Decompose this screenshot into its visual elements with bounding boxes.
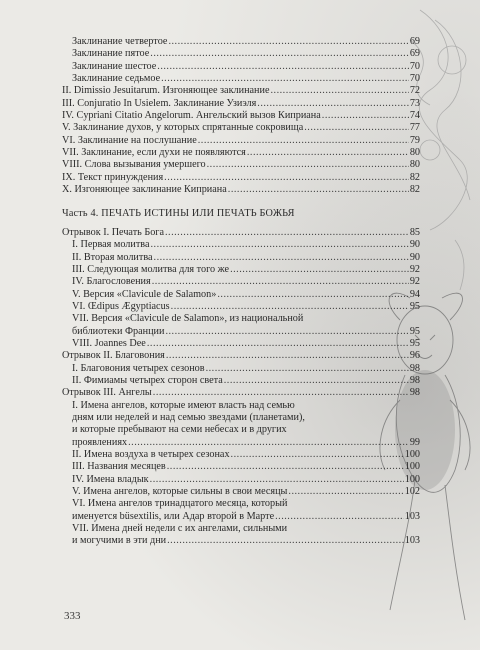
- toc-entry-title: VI. Имена ангелов тринадцатого месяца, который: [72, 498, 288, 510]
- toc-entry: [62, 313, 420, 325]
- toc-entry-page: 102: [404, 486, 420, 498]
- toc-entry-page: 99: [409, 436, 420, 448]
- toc-entry-title: Отрывок I. Печать Бога: [62, 226, 164, 238]
- table-of-contents: [62, 36, 420, 548]
- dot-leader: [165, 227, 409, 239]
- toc-entry: [62, 122, 420, 134]
- toc-entry-title: VII. Имена дней недели с их ангелами, сильными: [72, 523, 288, 535]
- toc-entry-page: 82: [409, 184, 420, 196]
- toc-entry: [62, 424, 420, 436]
- toc-entry: [62, 239, 420, 251]
- dot-leader: [153, 387, 409, 399]
- dot-leader: [275, 511, 404, 523]
- dot-leader: [150, 474, 404, 486]
- toc-entry-title: библиотеки Франции: [72, 325, 165, 337]
- toc-entry: [62, 98, 420, 110]
- dot-leader: [270, 85, 408, 97]
- toc-entry-title: и могучими в эти дни: [72, 535, 167, 547]
- toc-entry-title: III. Названия месяцев: [72, 461, 166, 473]
- toc-entry-page: 82: [409, 171, 420, 183]
- toc-entry: [62, 227, 420, 239]
- section-heading: Часть 4. ПЕЧАТЬ ИСТИНЫ ИЛИ ПЕЧАТЬ БОЖЬЯ: [62, 208, 295, 220]
- toc-entry-page: 100: [404, 461, 420, 473]
- toc-entry-title: проявлениях: [72, 436, 128, 448]
- toc-entry-page: 98: [409, 387, 420, 399]
- toc-entry: [62, 159, 420, 171]
- toc-entry-page: 100: [404, 473, 420, 485]
- toc-entry: [62, 36, 420, 48]
- toc-entry: [62, 461, 420, 473]
- toc-entry: [62, 375, 420, 387]
- toc-entry: [62, 73, 420, 85]
- toc-entry-title: VII. Версия «Clavicule de Salamon», из национальной: [72, 313, 304, 325]
- dot-leader: [166, 350, 409, 362]
- toc-entry-page: 98: [409, 374, 420, 386]
- toc-entry: [62, 400, 420, 412]
- toc-entry-page: 70: [409, 60, 420, 72]
- toc-entry: [62, 511, 420, 523]
- toc-entry: [62, 184, 420, 196]
- toc-entry-page: 77: [409, 122, 420, 134]
- toc-entry-title: IX. Текст принуждения: [62, 171, 164, 183]
- dot-leader: [128, 437, 409, 449]
- toc-entry-title: III. Следующая молитва для того же: [72, 263, 230, 275]
- toc-entry: [62, 301, 420, 313]
- dot-leader: [161, 73, 409, 85]
- toc-entry-title: V. Версия «Clavicule de Salamon»: [72, 288, 217, 300]
- toc-entry-title: и которые пребывают на семи небесах и в других: [72, 424, 287, 436]
- dot-leader: [167, 461, 404, 473]
- toc-entry-title: Отрывок II. Благовония: [62, 350, 165, 362]
- toc-entry: [62, 387, 420, 399]
- toc-entry-title: Заклинание седьмое: [72, 73, 161, 85]
- toc-entry-page: 85: [409, 226, 420, 238]
- toc-entry-page: 100: [404, 449, 420, 460]
- dot-leader: [165, 326, 408, 338]
- toc-entry-title: V. Имена ангелов, которые сильны в свои месяцы: [72, 486, 288, 498]
- toc-entry-page: 96: [409, 350, 420, 362]
- toc-entry-page: 92: [409, 276, 420, 288]
- toc-entry: [62, 289, 420, 301]
- toc-entry-page: 95: [409, 337, 420, 349]
- dot-leader: [150, 239, 408, 251]
- toc-entry: [62, 172, 420, 184]
- toc-entry: [62, 135, 420, 147]
- toc-entry-title: III. Conjuratio In Usielem. Заклинание Узиэля: [62, 97, 257, 109]
- toc-entry-page: 103: [404, 510, 420, 522]
- toc-entry-page: 98: [409, 362, 420, 374]
- dot-leader: [154, 252, 409, 264]
- dot-leader: [288, 486, 403, 498]
- toc-entry-title: именуется büsextilis, или Адар второй в Марте: [72, 510, 275, 522]
- toc-entry-page: 80: [409, 147, 420, 159]
- dot-leader: [230, 264, 409, 276]
- toc-entry-page: 94: [409, 288, 420, 300]
- toc-entry: [62, 276, 420, 288]
- dot-leader: [147, 338, 409, 350]
- toc-entry: [62, 350, 420, 362]
- toc-entry: [62, 449, 420, 461]
- toc-entry: [62, 48, 420, 60]
- toc-entry: [62, 338, 420, 350]
- toc-entry-page: 92: [409, 263, 420, 275]
- toc-entry: [62, 474, 420, 486]
- dot-leader: [224, 375, 409, 387]
- toc-entry-title: Отрывок III. Ангелы: [62, 387, 152, 399]
- toc-entry-page: 74: [409, 110, 420, 122]
- toc-entry-title: II. Фимиамы четырех сторон света: [72, 374, 223, 386]
- dot-leader: [206, 363, 409, 375]
- toc-entry-title: II. Dimissio Jesuitarum. Изгоняющее заклинание: [62, 85, 270, 97]
- toc-entry: [62, 523, 420, 535]
- dot-leader: [198, 135, 409, 147]
- toc-entry-title: VIII. Слова вызывания умершего: [62, 159, 206, 171]
- toc-entry: [62, 326, 420, 338]
- dot-leader: [150, 48, 409, 60]
- toc-entry: [62, 437, 420, 449]
- toc-entry-title: I. Первая молитва: [72, 239, 150, 251]
- toc-entry-title: VIII. Joannes Dee: [72, 337, 146, 349]
- dot-leader: [231, 449, 404, 461]
- toc-entry: [62, 486, 420, 498]
- dot-leader: [171, 301, 409, 313]
- toc-entry-page: 79: [409, 134, 420, 146]
- page-number: 333: [64, 610, 81, 622]
- toc-entry-title: II. Имена воздуха в четырех сезонах: [72, 449, 230, 460]
- toc-entry-page: 95: [409, 325, 420, 337]
- toc-entry-title: VII. Заклинание, если духи не появляются: [62, 147, 246, 159]
- toc-entry-title: IV. Благословения: [72, 276, 151, 288]
- toc-entry: [62, 147, 420, 159]
- dot-leader: [228, 184, 409, 196]
- toc-entry-page: 95: [409, 300, 420, 312]
- toc-entry-page: 70: [409, 73, 420, 85]
- dot-leader: [167, 535, 404, 547]
- toc-entry-title: IV. Имена владык: [72, 473, 149, 485]
- toc-entry-title: Заклинание пятое: [72, 48, 150, 60]
- toc-entry-title: X. Изгоняющее заклинание Киприана: [62, 184, 227, 196]
- dot-leader: [257, 98, 409, 110]
- toc-entry-page: 73: [409, 97, 420, 109]
- toc-entry-page: 90: [409, 251, 420, 263]
- toc-entry-title: дням или неделей и над семью звездами (планетами),: [72, 411, 305, 423]
- toc-entry-title: VI. Заклинание на послушание: [62, 134, 197, 146]
- dot-leader: [168, 36, 408, 48]
- toc-entry-page: 72: [409, 85, 420, 97]
- toc-entry-page: 69: [409, 48, 420, 60]
- toc-entry: [62, 110, 420, 122]
- dot-leader: [164, 172, 409, 184]
- toc-entry: [62, 61, 420, 73]
- toc-entry-page: 103: [404, 535, 420, 547]
- dot-leader: [217, 289, 408, 301]
- toc-entry-title: I. Имена ангелов, которые имеют власть над семью: [72, 399, 295, 411]
- dot-leader: [207, 159, 409, 171]
- toc-entry: [62, 498, 420, 510]
- toc-entry-title: I. Благовония четырех сезонов: [72, 362, 205, 374]
- dot-leader: [152, 276, 409, 288]
- toc-entry-page: 90: [409, 239, 420, 251]
- dot-leader: [247, 147, 409, 159]
- dot-leader: [157, 61, 409, 73]
- toc-entry-title: VI. Œdipus Ægyptiacus: [72, 300, 170, 312]
- toc-entry-title: II. Вторая молитва: [72, 251, 153, 263]
- toc-entry: [62, 363, 420, 375]
- toc-entry-page: 69: [409, 36, 420, 47]
- dot-leader: [304, 122, 409, 134]
- toc-entry-page: 80: [409, 159, 420, 171]
- toc-entry: [62, 412, 420, 424]
- toc-entry-title: IV. Cypriani Citatio Angelorum. Ангельский вызов Киприана: [62, 110, 321, 122]
- toc-entry-title: Заклинание четвертое: [72, 36, 168, 47]
- toc-entry-title: Заклинание шестое: [72, 60, 157, 72]
- toc-entry: [62, 85, 420, 97]
- dot-leader: [322, 110, 409, 122]
- toc-entry: [62, 535, 420, 547]
- toc-entry: [62, 264, 420, 276]
- toc-entry: [62, 252, 420, 264]
- toc-entry-title: V. Заклинание духов, у которых спрятанные сокровища: [62, 122, 304, 134]
